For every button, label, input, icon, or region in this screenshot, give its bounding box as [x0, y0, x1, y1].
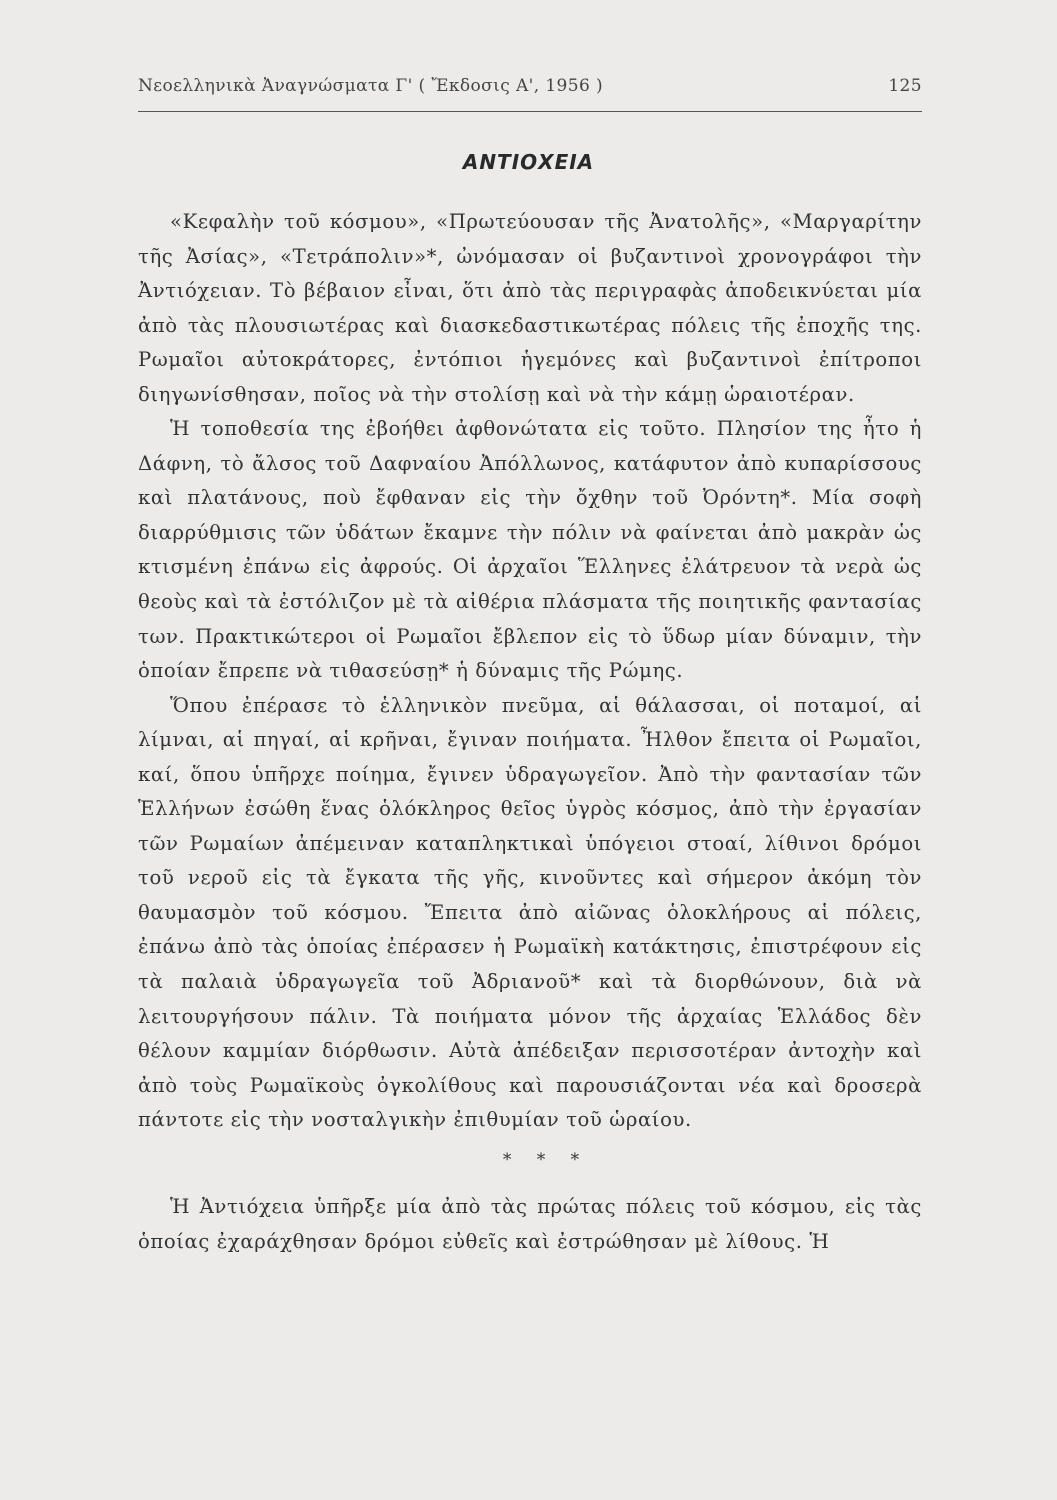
section-separator: * * * [502, 1149, 590, 1170]
paragraph: Ἡ τοποθεσία της ἐβοήθει ἀφθονώτατα εἰς τοῦτο. Πλησίον της ἦτο ἡ Δάφνη, τὸ ἄλσος τοῦ Δαφναίου Ἀπόλλωνος, κατάφυτον ἀπὸ κυπαρίσσους καὶ πλατάνους, ποὺ ἔφθαναν εἰς τὴν ὄχθην τοῦ Ὀρόντη*. Μία σοφὴ διαρρύθμισις τῶν ὑδάτων ἔκαμνε τὴν πόλιν νὰ φαίνεται ἀπὸ μακρὰν ὡς κτισμένη ἐπάνω εἰς ἀφρούς. Οἱ ἀρχαῖοι Ἕλληνες ἐλάτρευον τὰ νερὰ ὡς θεοὺς καὶ τὰ ἐστόλιζον μὲ τὰ αἰθέρια πλάσματα τῆς ποιητικῆς φαντασίας των. Πρακτικώτεροι οἱ Ρωμαῖοι ἔβλεπον εἰς τὸ ὕδωρ μίαν δύναμιν, τὴν ὁποίαν ἔπρεπε νὰ τιθασεύσῃ* ἡ δύναμις τῆς Ρώμης. [138, 417, 922, 683]
page-number: 125 [888, 76, 922, 96]
running-title: Νεοελληνικὰ Ἀναγνώσματα Γ' ( Ἔκδοσις Α', 1956 ) [138, 76, 604, 96]
paragraph: «Κεφαλὴν τοῦ κόσμου», «Πρωτεύουσαν τῆς Ἀνατολῆς», «Μαργαρίτην τῆς Ἀσίας», «Τετράπολιν»*, ὠνόμασαν οἱ βυζαντινοὶ χρονογράφοι τὴν Ἀντιόχειαν. Τὸ βέβαιον εἶναι, ὅτι ἀπὸ τὰς περιγραφὰς ἀποδεικνύεται μία ἀπὸ τὰς πλουσιωτέρας καὶ διασκεδαστικωτέρας πόλεις τῆς ἐποχῆς της. Ρωμαῖοι αὐτοκράτορες, ἐντόπιοι ἡγεμόνες καὶ βυζαντινοὶ ἐπίτροποι διηγωνίσθησαν, ποῖος νὰ τὴν στολίσῃ καὶ νὰ τὴν κάμῃ ὡραιοτέραν. [138, 210, 922, 406]
running-header [138, 76, 922, 104]
header-rule [138, 111, 922, 112]
paragraph: Ὅπου ἐπέρασε τὸ ἑλληνικὸν πνεῦμα, αἱ θάλασσαι, οἱ ποταμοί, αἱ λίμναι, αἱ πηγαί, αἱ κρῆναι, ἔγιναν ποιήματα. Ἦλθον ἔπειτα οἱ Ρωμαῖοι, καί, ὅπου ὑπῆρχε ποίημα, ἔγινεν ὑδραγωγεῖον. Ἀπὸ τὴν φαντασίαν τῶν Ἑλλήνων ἐσώθη ἕνας ὁλόκληρος θεῖος ὑγρὸς κόσμος, ἀπὸ τὴν ἐργασίαν τῶν Ρωμαίων ἀπέμειναν καταπληκτικαὶ ὑπόγειοι στοαί, λίθινοι δρόμοι τοῦ νεροῦ εἰς τὰ ἔγκατα τῆς γῆς, κινοῦντες καὶ σήμερον ἀκόμη τὸν θαυμασμὸν τοῦ κόσμου. Ἔπειτα ἀπὸ αἰῶνας ὁλοκλήρους αἱ πόλεις, ἐπάνω ἀπὸ τὰς ὁποίας ἐπέρασεν ἡ Ρωμαϊκὴ κατάκτησις, ἐπιστρέφουν εἰς τὰ παλαιὰ ὑδραγωγεῖα τοῦ Ἀδριανοῦ* καὶ τὰ διορθώνουν, διὰ νὰ λειτουργήσουν πάλιν. Τὰ ποιήματα μόνον τῆς ἀρχαίας Ἑλλάδος δὲν θέλουν καμμίαν διόρθωσιν. Αὐτὰ ἀπέδειξαν περισσοτέραν ἀντοχὴν καὶ ἀπὸ τοὺς Ρωμαϊκοὺς ὀγκολίθους καὶ παρουσιάζονται νέα καὶ δροσερὰ πάντοτε εἰς τὴν νοσταλγικὴν ἐπιθυμίαν τοῦ ὡραίου. [138, 693, 922, 1132]
article-title: ΑΝΤΙΟΧΕΙΑ [462, 150, 595, 174]
paragraph: Ἡ Ἀντιόχεια ὑπῆρξε μία ἀπὸ τὰς πρώτας πόλεις τοῦ κόσμου, εἰς τὰς ὁποίας ἐχαράχθησαν δρόμοι εὐθεῖς καὶ ἐστρώθησαν μὲ λίθους. Ἡ [138, 1195, 922, 1253]
article-body [138, 205, 922, 1259]
